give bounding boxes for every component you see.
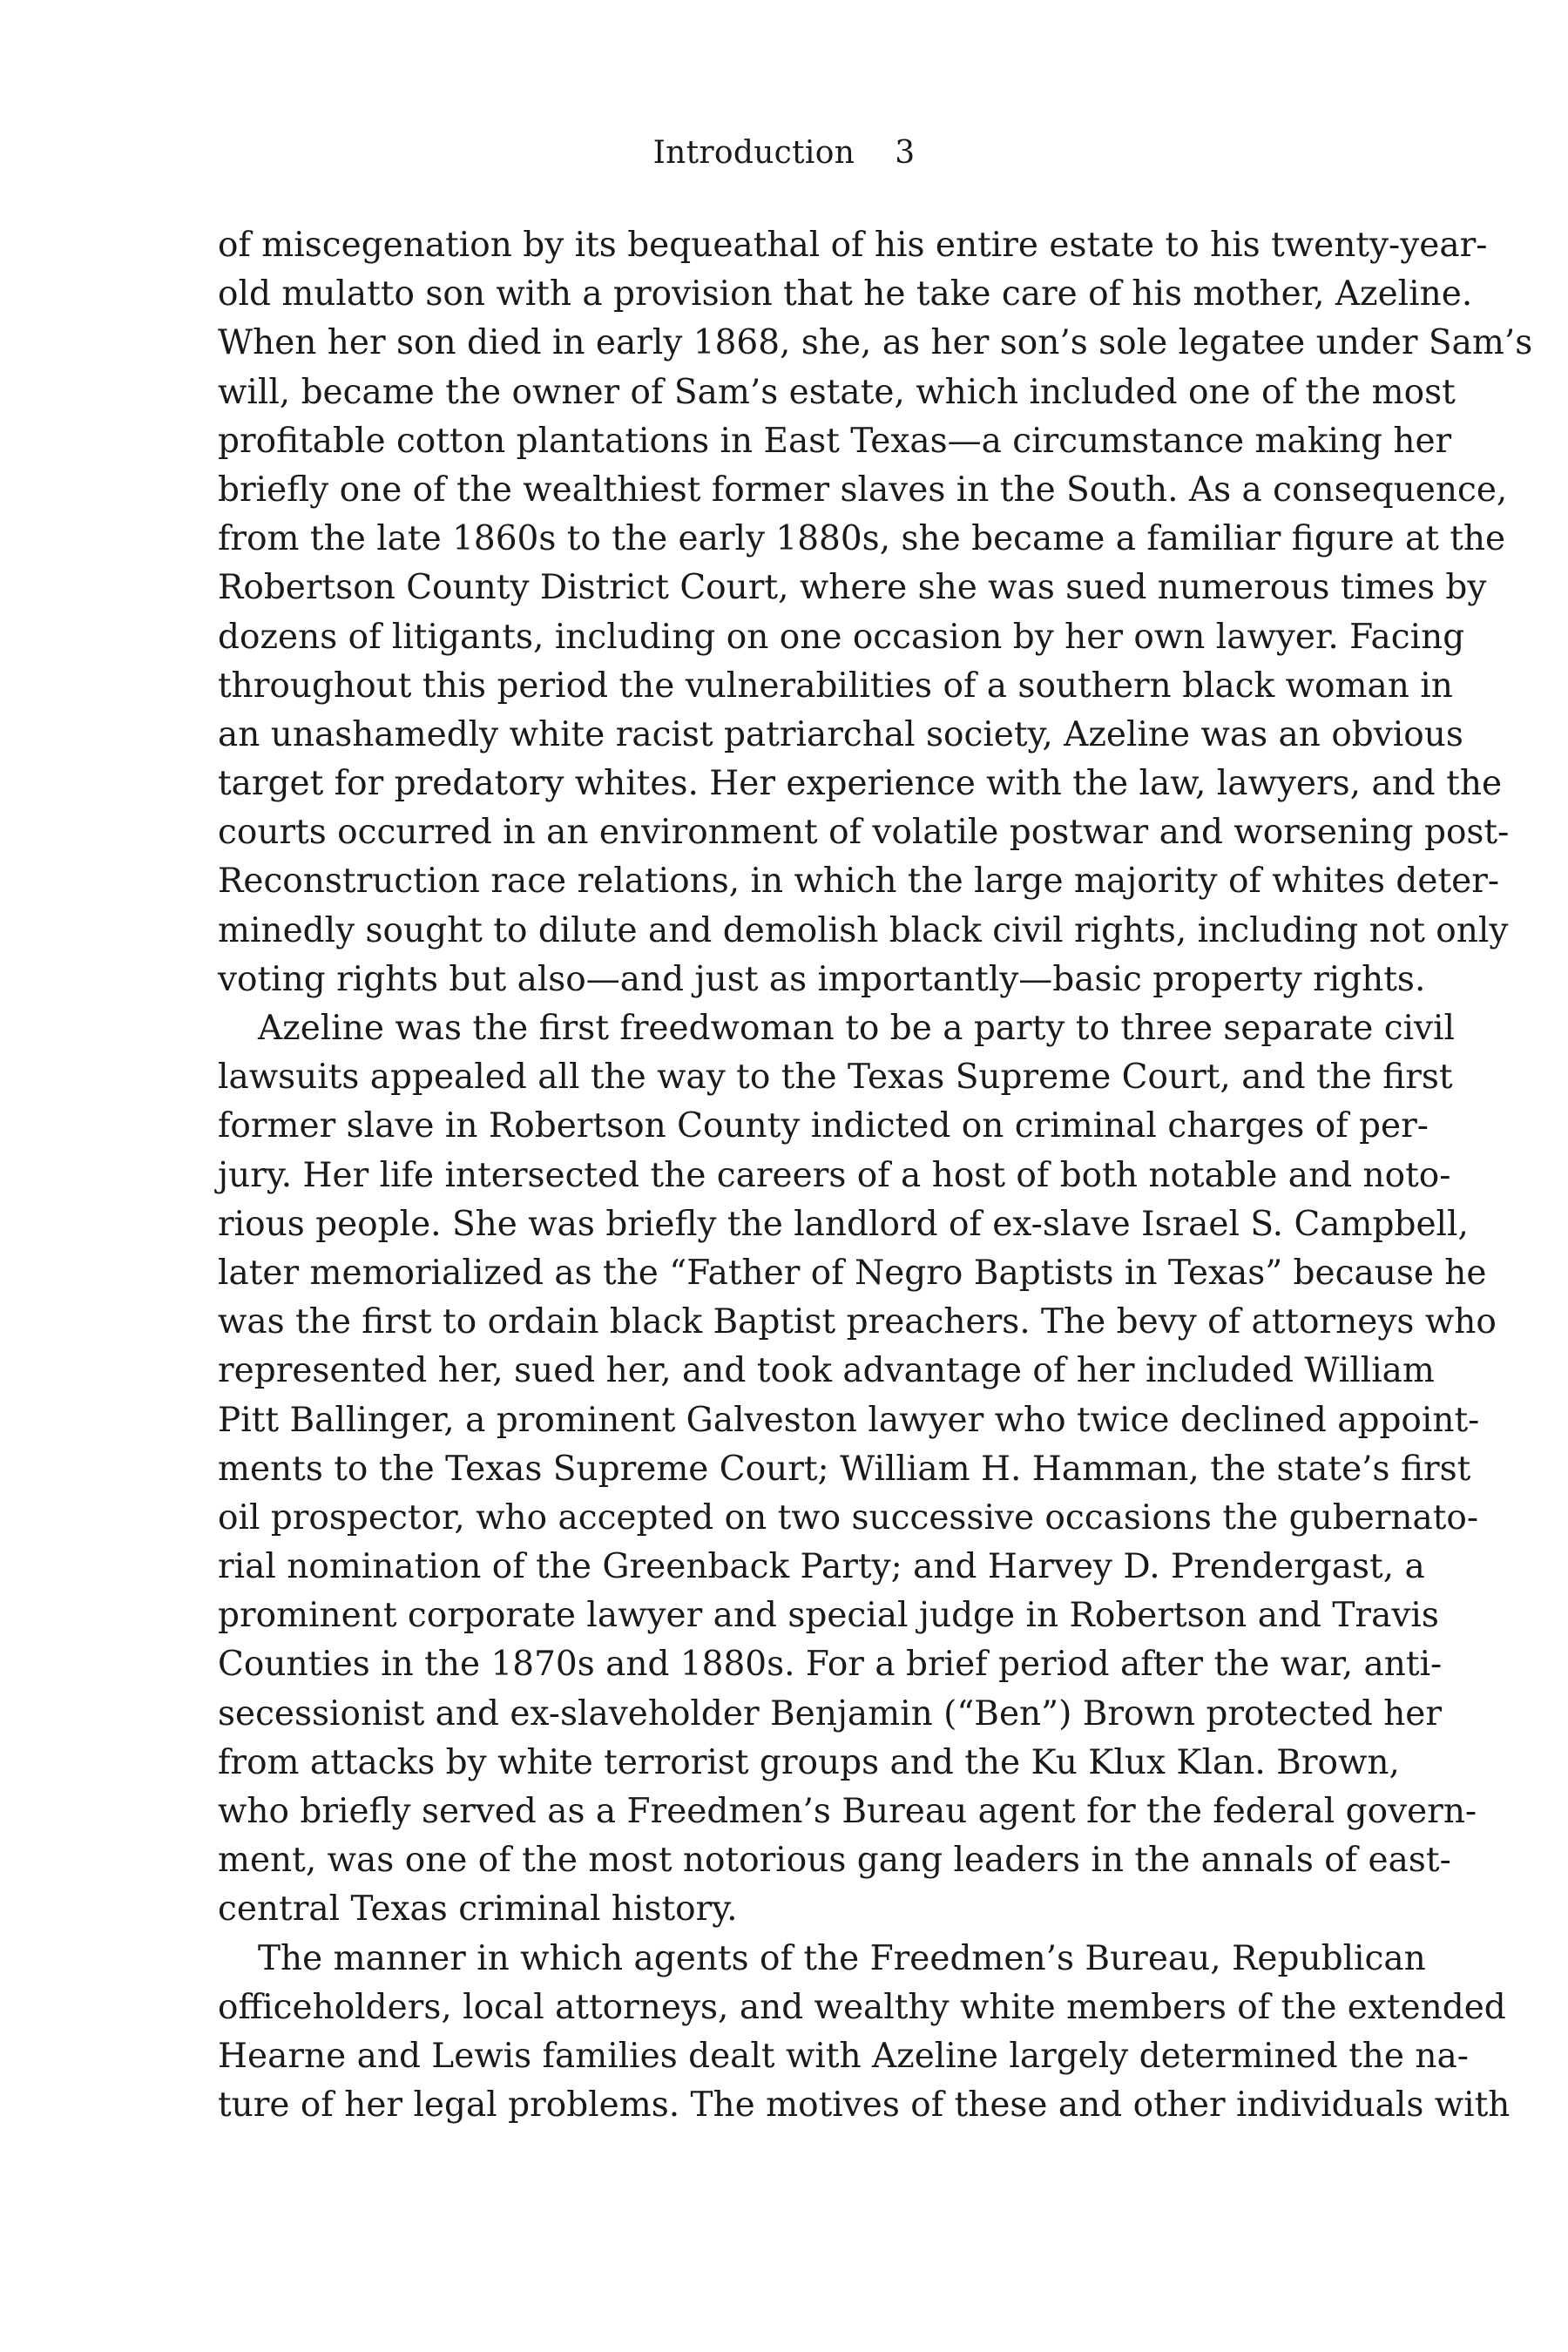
text-line: lawsuits appealed all the way to the Texas Supreme Court, and the first bbox=[218, 1058, 1453, 1098]
text-line: ment, was one of the most notorious gang leaders in the annals of east- bbox=[218, 1841, 1451, 1881]
running-head bbox=[0, 132, 1568, 174]
text-line: target for predatory whites. Her experience with the law, lawyers, and the bbox=[218, 764, 1503, 804]
text-line: profitable cotton plantations in East Texas—a circumstance making her bbox=[218, 421, 1452, 461]
page-number: 3 bbox=[895, 135, 916, 171]
text-line: will, became the owner of Sam’s estate, which included one of the most bbox=[218, 372, 1456, 412]
text-line: an unashamedly white racist patriarchal society, Azeline was an obvious bbox=[218, 714, 1463, 754]
text-line: courts occurred in an environment of volatile postwar and worsening post- bbox=[218, 813, 1510, 853]
text-line: briefly one of the wealthiest former slaves in the South. As a consequence, bbox=[218, 470, 1508, 510]
body-text bbox=[218, 221, 1533, 2130]
text-line: oil prospector, who accepted on two successive occasions the gubernato- bbox=[218, 1497, 1479, 1538]
text-line: from attacks by white terrorist groups and the Ku Klux Klan. Brown, bbox=[218, 1742, 1400, 1782]
text-line: who briefly served as a Freedmen’s Bureau agent for the federal govern- bbox=[218, 1792, 1477, 1831]
text-line: of miscegenation by its bequeathal of his entire estate to his twenty-year- bbox=[218, 226, 1488, 265]
text-line: jury. Her life intersected the careers of a host of both notable and noto- bbox=[218, 1155, 1451, 1195]
text-line: ments to the Texas Supreme Court; William H. Hamman, the state’s first bbox=[218, 1449, 1471, 1489]
text-line: secessionist and ex-slaveholder Benjamin (“Ben”) Brown protected her bbox=[218, 1693, 1443, 1734]
running-head-title: Introduction bbox=[652, 135, 855, 171]
text-line: Pitt Ballinger, a prominent Galveston lawyer who twice declined appoint- bbox=[218, 1400, 1480, 1440]
text-line: Hearne and Lewis families dealt with Azeline largely determined the na- bbox=[218, 2036, 1469, 2076]
text-line: rious people. She was briefly the landlord of ex-slave Israel S. Campbell, bbox=[218, 1204, 1469, 1244]
text-line: officeholders, local attorneys, and wealthy white members of the extended bbox=[218, 1987, 1506, 2027]
text-line: dozens of litigants, including on one occasion by her own lawyer. Facing bbox=[218, 617, 1465, 657]
text-line: rial nomination of the Greenback Party; and Harvey D. Prendergast, a bbox=[218, 1547, 1425, 1587]
text-line: Reconstruction race relations, in which the large majority of whites deter- bbox=[218, 862, 1500, 902]
text-line: prominent corporate lawyer and special judge in Robertson and Travis bbox=[218, 1596, 1439, 1636]
text-line: Azeline was the first freedwoman to be a party to three separate civil bbox=[258, 1009, 1455, 1048]
text-line: later memorialized as the “Father of Negro Baptists in Texas” because he bbox=[218, 1253, 1487, 1293]
text-line: throughout this period the vulnerabilities of a southern black woman in bbox=[218, 666, 1453, 706]
text-line: old mulatto son with a provision that he take care of his mother, Azeline. bbox=[218, 274, 1473, 314]
text-line: Robertson County District Court, where she was sued numerous times by bbox=[218, 568, 1487, 608]
text-line: former slave in Robertson County indicted on criminal charges of per- bbox=[218, 1106, 1429, 1146]
text-line: represented her, sued her, and took advantage of her included William bbox=[218, 1351, 1435, 1391]
text-line: The manner in which agents of the Freedmen’s Bureau, Republican bbox=[258, 1938, 1426, 1978]
text-line: central Texas criminal history. bbox=[218, 1889, 738, 1930]
text-line: When her son died in early 1868, she, as her son’s sole legatee under Sam’s bbox=[218, 323, 1533, 363]
text-line: from the late 1860s to the early 1880s, she became a familiar figure at the bbox=[218, 519, 1506, 559]
text-line: Counties in the 1870s and 1880s. For a brief period after the war, anti- bbox=[218, 1645, 1443, 1685]
text-line: ture of her legal problems. The motives of these and other individuals with bbox=[218, 2085, 1511, 2126]
text-line: voting rights but also—and just as importantly—basic property rights. bbox=[218, 959, 1426, 999]
text-line: was the first to ordain black Baptist preachers. The bevy of attorneys who bbox=[218, 1302, 1497, 1342]
text-line: minedly sought to dilute and demolish black civil rights, including not only bbox=[218, 910, 1509, 950]
